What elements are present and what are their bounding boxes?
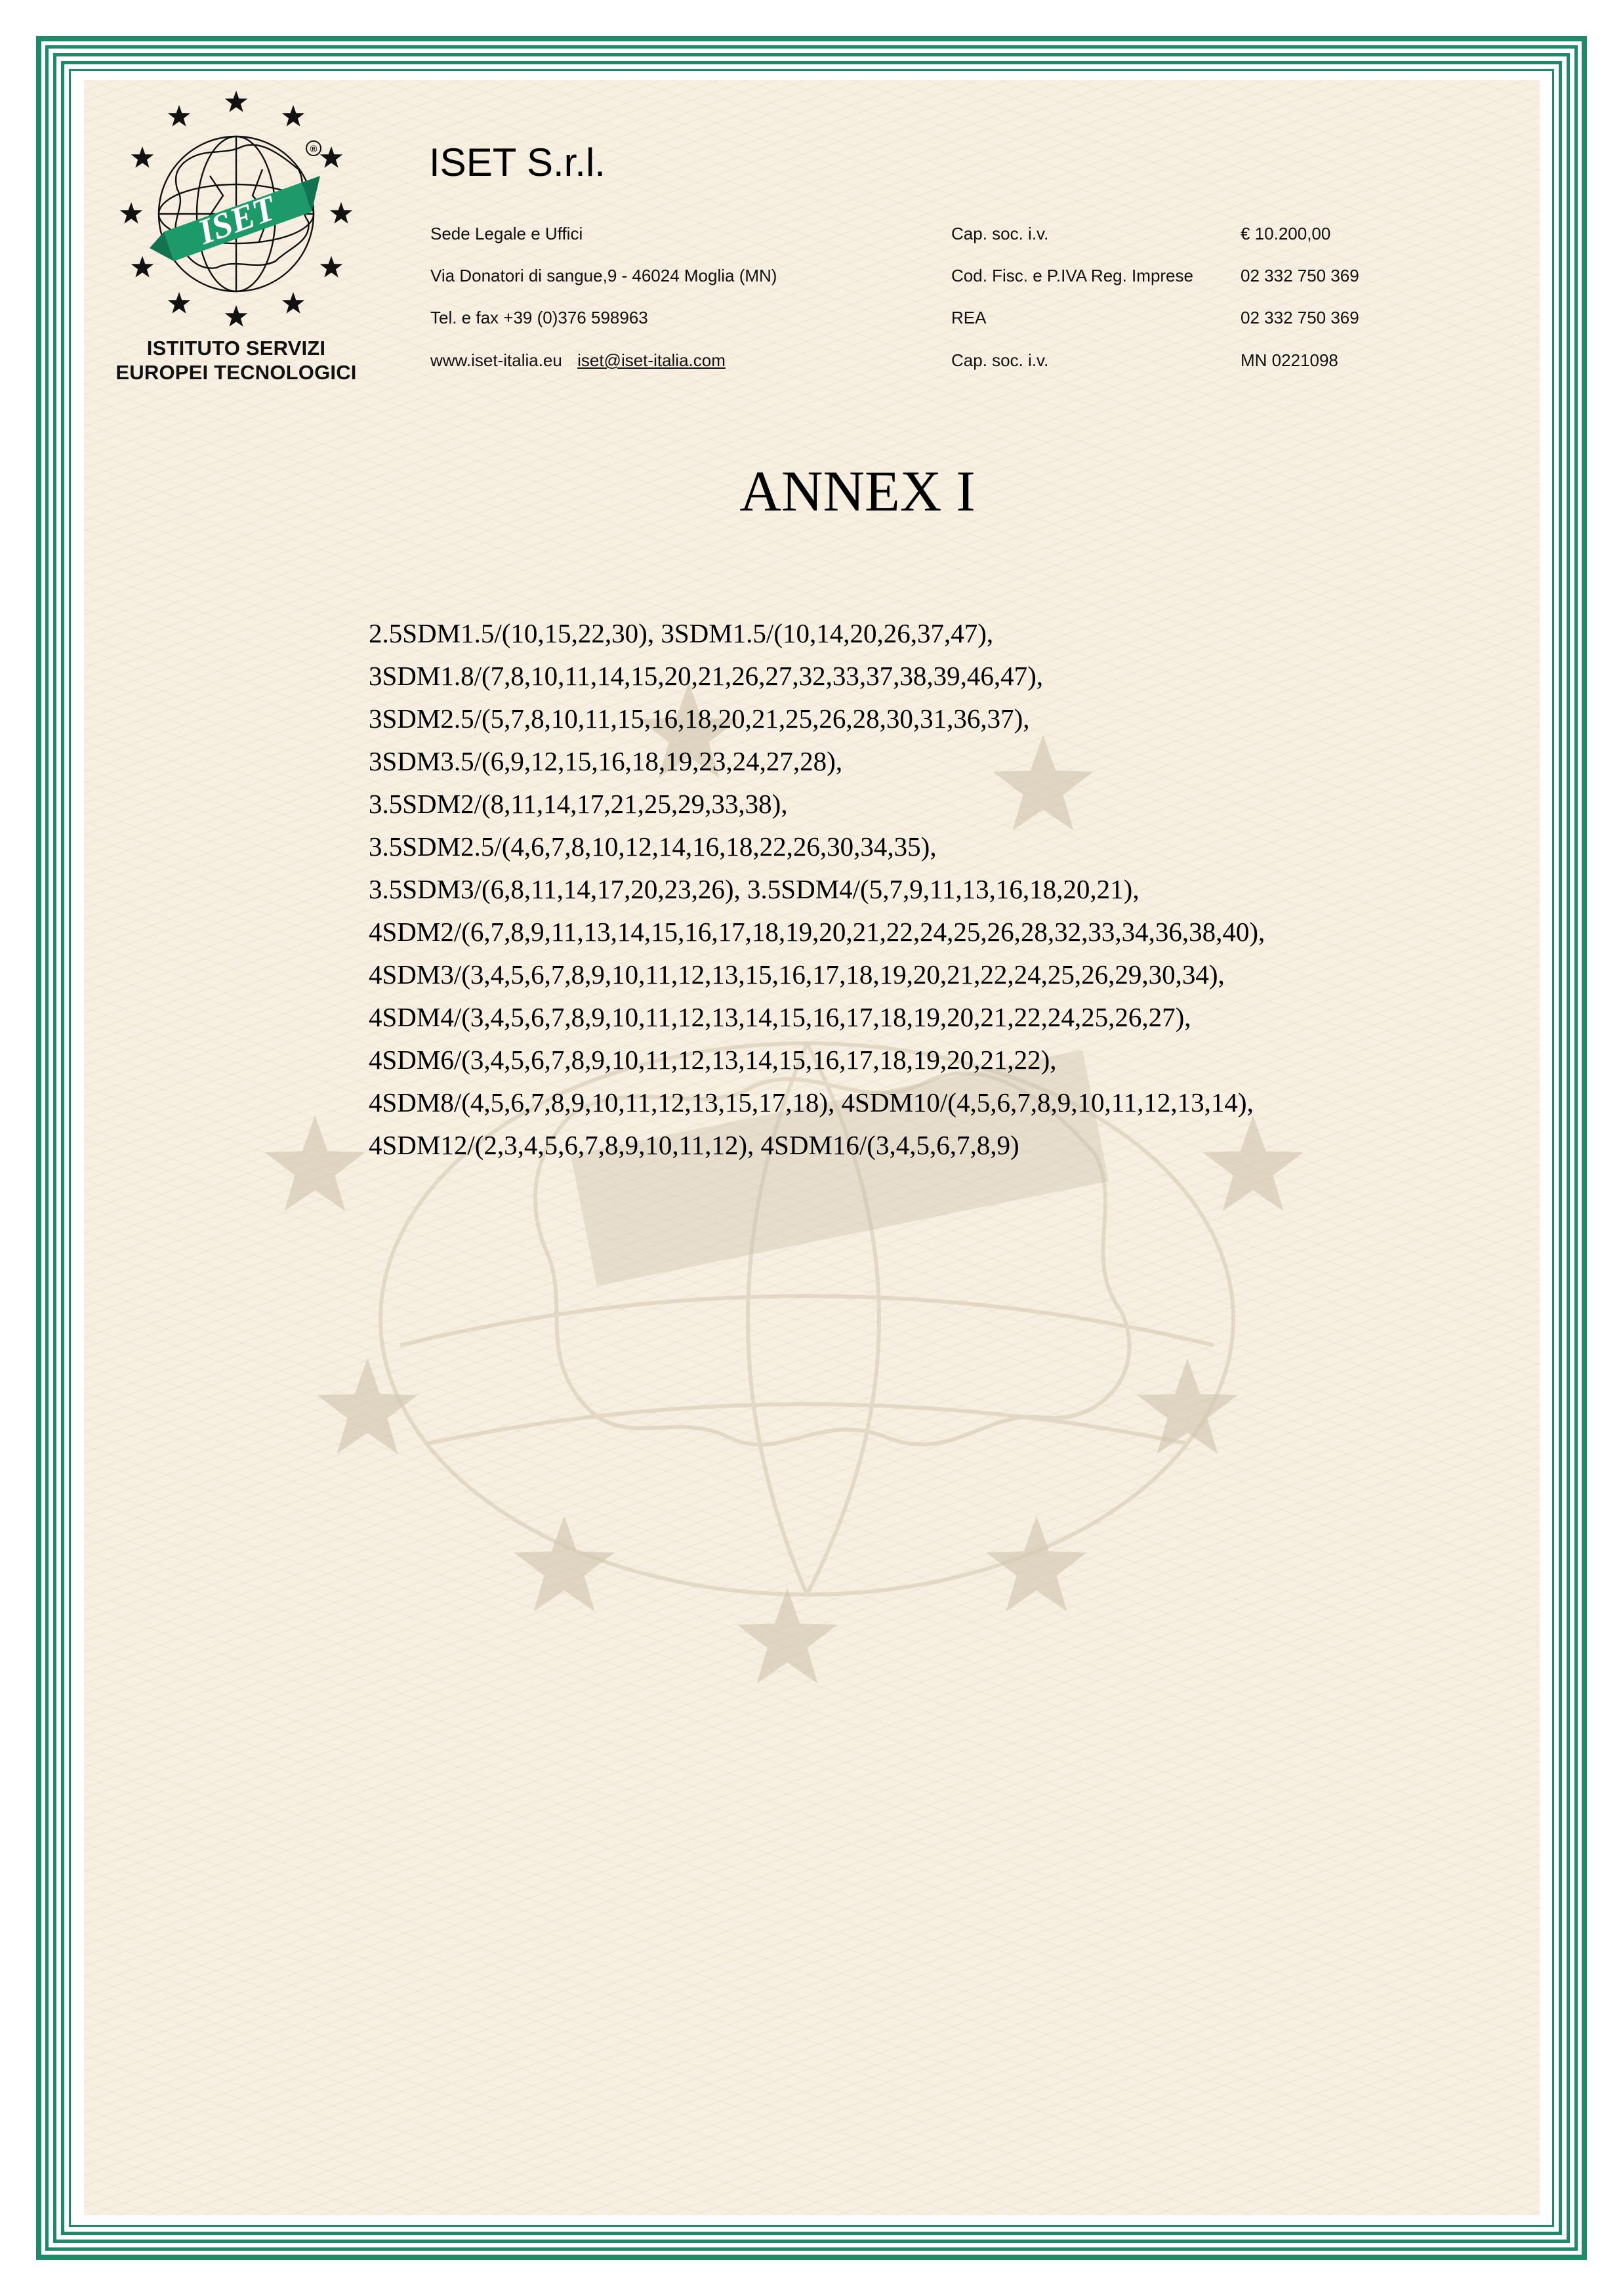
annex-line: 4SDM6/(3,4,5,6,7,8,9,10,11,12,13,14,15,16,17,18,19,20,21,22), xyxy=(369,1045,1057,1075)
header-capital-label-2: Cap. soc. i.v. xyxy=(951,350,1049,370)
logo-caption-line1: ISTITUTO SERVIZI xyxy=(146,337,326,360)
annex-line: 3SDM3.5/(6,9,12,15,16,18,19,23,24,27,28), xyxy=(369,746,843,776)
annex-line: 3.5SDM2.5/(4,6,7,8,10,12,14,16,18,22,26,30,34,35), xyxy=(369,831,937,862)
header-tax-label: Cod. Fisc. e P.IVA Reg. Imprese xyxy=(951,266,1193,285)
annex-line: 2.5SDM1.5/(10,15,22,30), 3SDM1.5/(10,14,20,26,37,47), xyxy=(369,618,994,648)
header-capital-value: € 10.200,00 xyxy=(1241,224,1331,243)
registered-mark: ® xyxy=(310,144,318,155)
header-address-label: Sede Legale e Uffici xyxy=(430,224,583,243)
header-capital-label: Cap. soc. i.v. xyxy=(951,224,1049,243)
annex-line: 3.5SDM2/(8,11,14,17,21,25,29,33,38), xyxy=(369,789,788,819)
annex-line: 4SDM4/(3,4,5,6,7,8,9,10,11,12,13,14,15,16,17,18,19,20,21,22,24,25,26,27), xyxy=(369,1002,1191,1032)
annex-line: 4SDM12/(2,3,4,5,6,7,8,9,10,11,12), 4SDM16/(3,4,5,6,7,8,9) xyxy=(369,1130,1019,1160)
header-rea-value: 02 332 750 369 xyxy=(1241,308,1359,327)
logo-ribbon-text: ISET xyxy=(193,188,281,252)
header-address: Via Donatori di sangue,9 - 46024 Moglia (MN) xyxy=(430,266,777,285)
logo-caption-line2: EUROPEI TECNOLOGICI xyxy=(115,361,357,384)
website-link[interactable]: www.iset-italia.eu xyxy=(430,350,562,370)
annex-model-list xyxy=(369,612,1484,1167)
annex-line: 4SDM8/(4,5,6,7,8,9,10,11,12,13,15,17,18), 4SDM10/(4,5,6,7,8,9,10,11,12,13,14), xyxy=(369,1087,1254,1117)
annex-title: ANNEX I xyxy=(739,460,976,524)
annex-line: 4SDM3/(3,4,5,6,7,8,9,10,11,12,13,15,16,17,18,19,20,21,22,24,25,26,29,30,34), xyxy=(369,959,1225,990)
header-contacts xyxy=(430,352,726,369)
logo-caption xyxy=(98,336,374,385)
annex-line: 3SDM2.5/(5,7,8,10,11,15,16,18,20,21,25,26,28,30,31,36,37), xyxy=(369,703,1030,734)
company-name: ISET S.r.l. xyxy=(429,140,606,184)
annex-line: 4SDM2/(6,7,8,9,11,13,14,15,16,17,18,19,20,21,22,24,25,26,28,32,33,34,36,38,40), xyxy=(369,917,1265,947)
header-tax-value: 02 332 750 369 xyxy=(1241,266,1359,285)
header-rea-label: REA xyxy=(951,308,987,327)
annex-line: 3SDM1.8/(7,8,10,11,14,15,20,21,26,27,32,33,37,38,39,46,47), xyxy=(369,661,1044,691)
header-phone: Tel. e fax +39 (0)376 598963 xyxy=(430,308,648,327)
annex-line: 3.5SDM3/(6,8,11,14,17,20,23,26), 3.5SDM4/(5,7,9,11,13,16,18,20,21), xyxy=(369,874,1140,904)
header-capital-value-2: MN 0221098 xyxy=(1241,350,1338,370)
email-link[interactable]: iset@iset-italia.com xyxy=(577,350,726,370)
